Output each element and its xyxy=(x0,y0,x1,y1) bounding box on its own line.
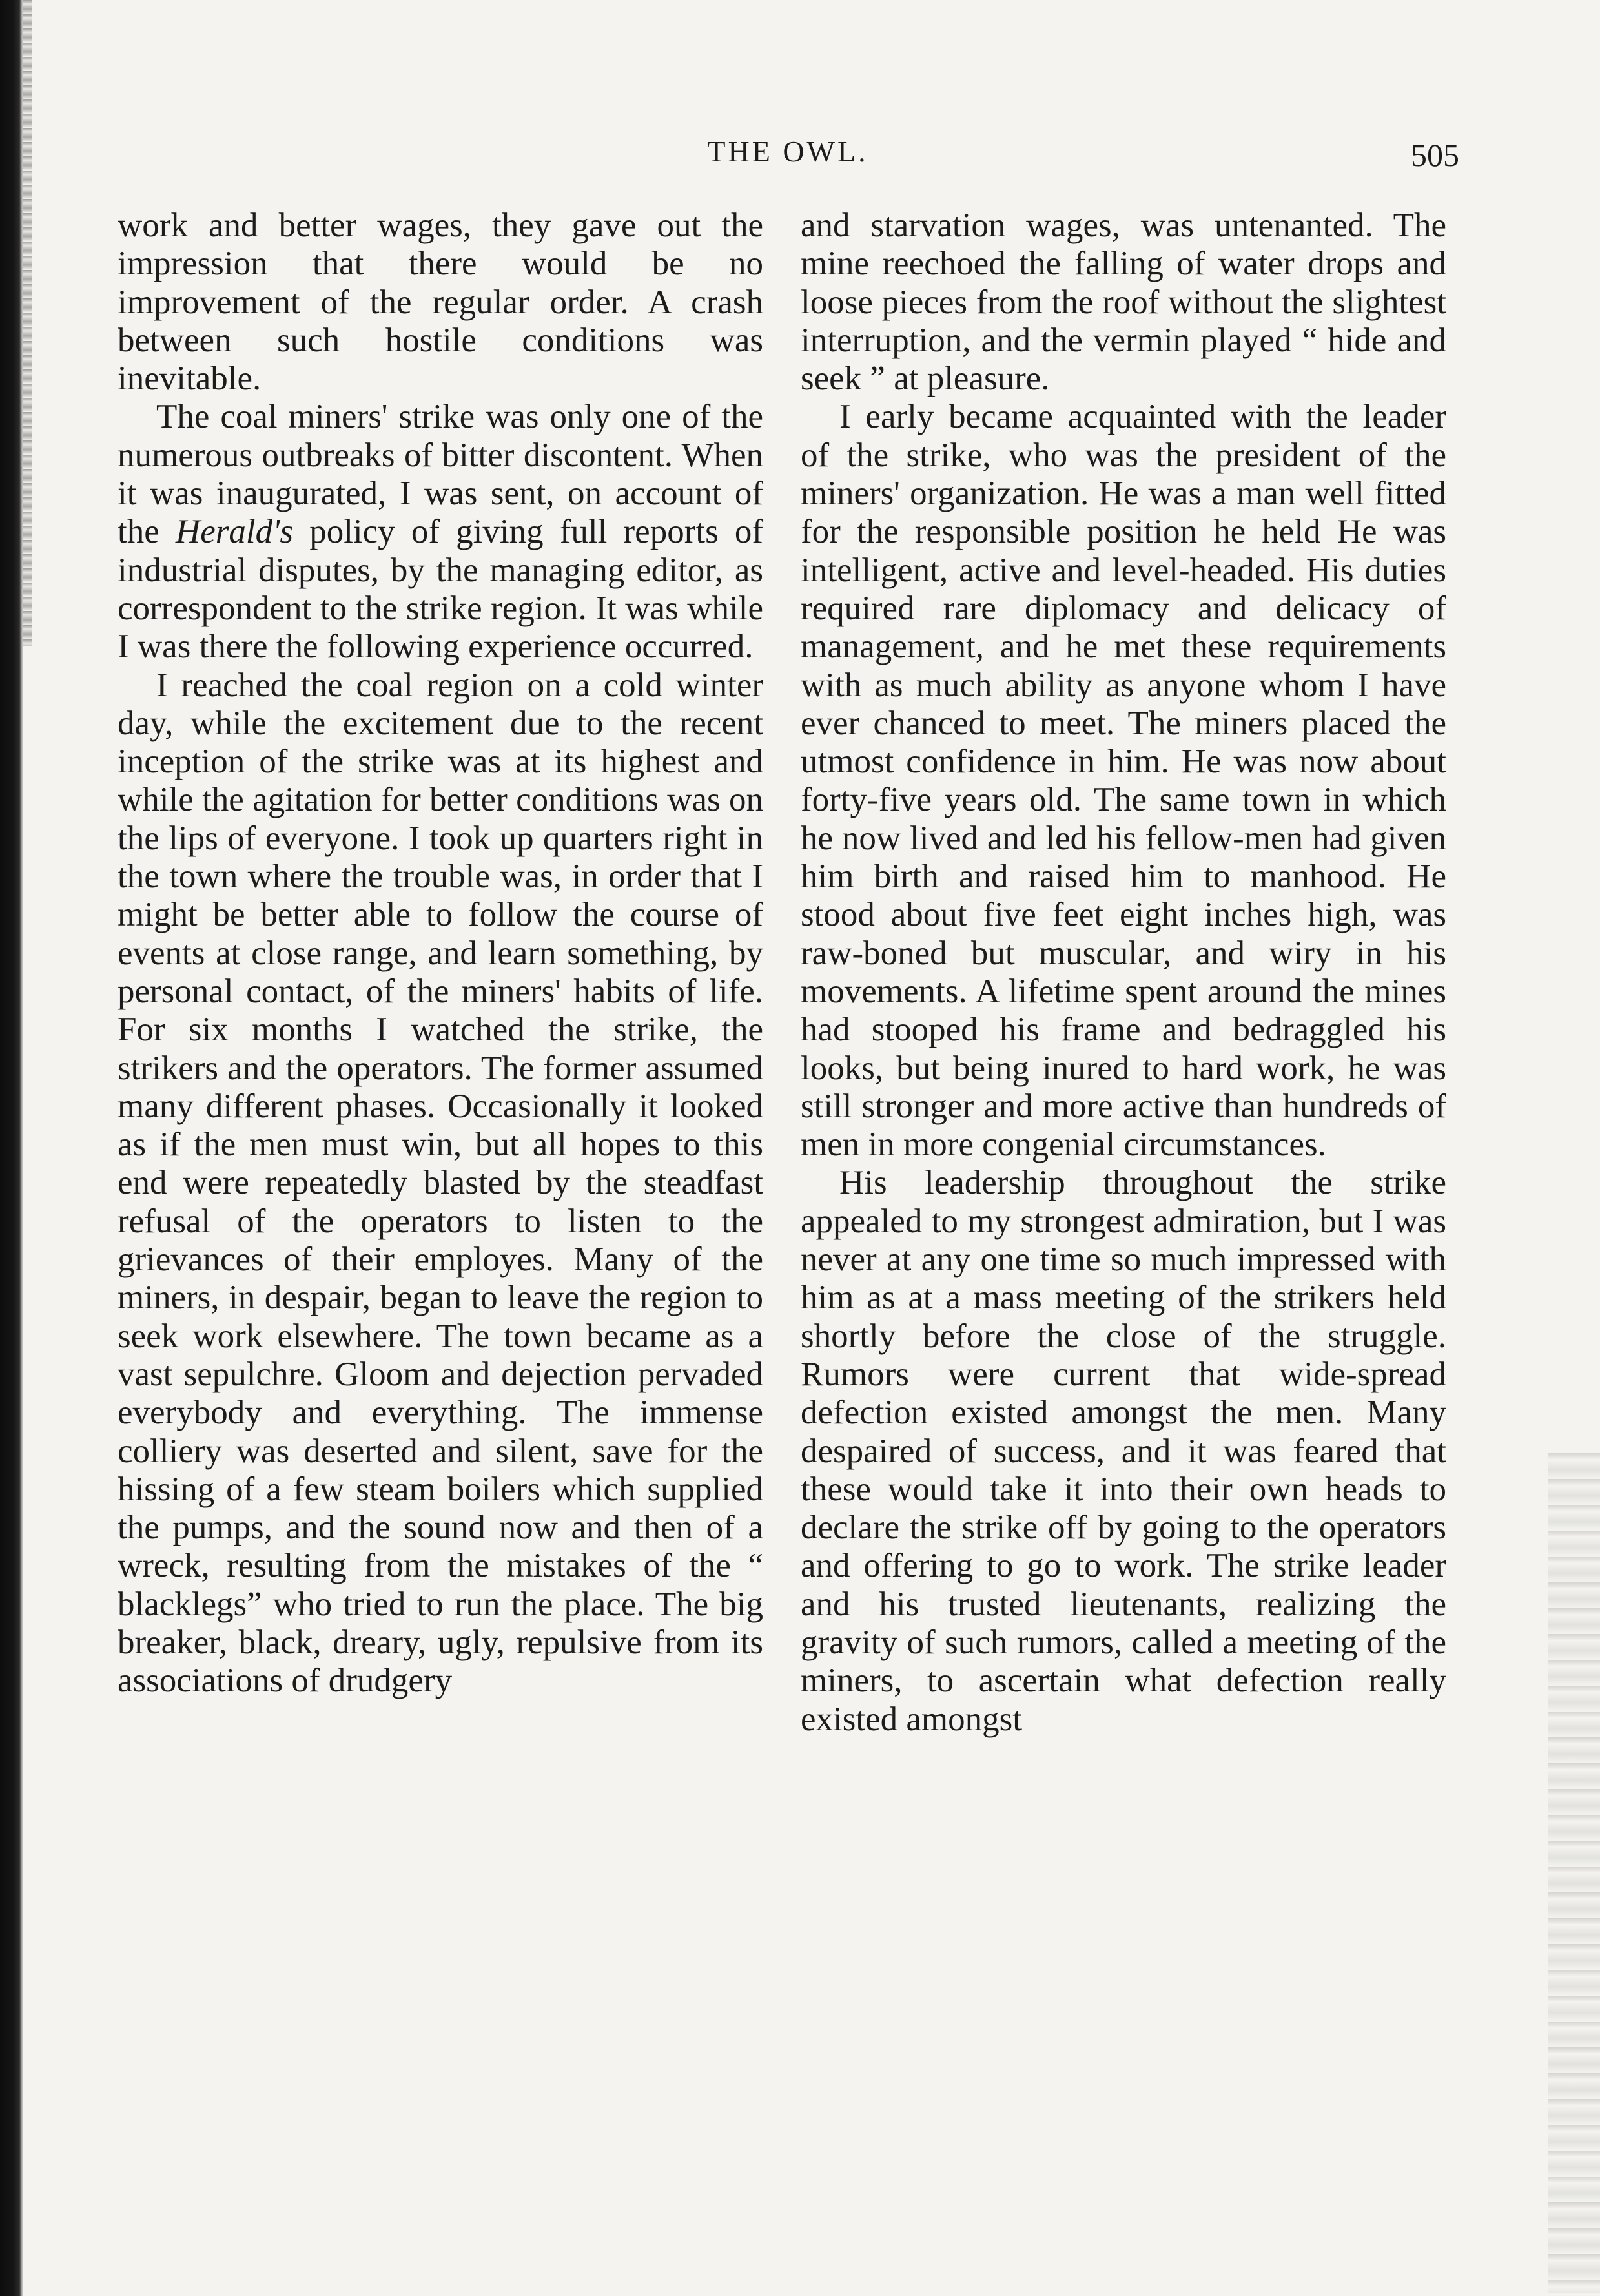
left-paragraph-2-text-a: The coal miners' strike was only one of the numerous outbreaks of bitter discontent. When it was inaugurated, I was sent, on account of the xyxy=(118,398,763,551)
page-header xyxy=(116,123,1459,181)
left-paragraph-1: work and better wages, they gave out the impression that there would be no improvement of the regular order. A crash between such hostile conditions was inevitable. xyxy=(118,207,763,398)
right-column xyxy=(801,207,1446,1739)
running-head: THE OWL. xyxy=(707,135,868,168)
right-paragraph-2: I early became acquainted with the leader of the strike, who was the president of the miners' organization. He was a man well fitted for the responsible position he held He was intelligent, active and level-headed. His duties required rare diplomacy and delicacy of management, and he met these requirements with as much ability as anyone whom I have ever chanced to meet. The miners placed the utmost confidence in him. He was now about forty-five years old. The same town in which he now lived and led his fellow-men had given him birth and raised him to manhood. He stood about five feet eight inches high, was raw-boned but muscular, and wiry in his movements. A lifetime spent around the mines had stooped his frame and bedraggled his looks, but being inured to hard work, he was still stronger and more active than hundreds of men in more congenial circumstances. xyxy=(801,398,1446,1164)
left-paragraph-2-text-b: policy of giving full reports of industrial disputes, by the managing editor, as correspondent to the strike region. It was while I was there the following experience occurred. xyxy=(118,513,764,666)
right-paragraph-3: His leadership throughout the strike appealed to my strongest admiration, but I was never at any one time so much impressed with him as at a mass meeting of the strikers held shortly before the close of the struggle. Rumors were current that wide-spread defection existed amongst the men. Many despaired of success, and it was feared that these would take it into their own heads to declare the strike off by going to the operators and offering to go to work. The strike leader and his trusted lieutenants, realizing the gravity of such rumors, called a meeting of the miners, to ascertain what defection really existed amongst xyxy=(801,1164,1446,1738)
binding-edge xyxy=(0,0,23,2296)
herald-italic: Herald's xyxy=(175,513,294,551)
left-paragraph-2 xyxy=(118,398,763,666)
right-paragraph-1: and starvation wages, was untenanted. The mine reechoed the falling of water drops and loose pieces from the roof without the slightest interruption, and the vermin played “ hide and seek ” at pleasure. xyxy=(801,207,1446,398)
binding-speckle xyxy=(23,0,32,646)
left-paragraph-3: I reached the coal region on a cold winter day, while the excitement due to the recent inception of the strike was at its highest and while the agitation for better conditions was on the lips of everyone. I took up quarters right in the town where the trouble was, in order that I might be better able to follow the course of events at close range, and learn something, by personal contact, of the miners' habits of life. For six months I watched the strike, the strikers and the operators. The former assumed many different phases. Occasionally it looked as if the men must win, but all hopes to this end were repeatedly blasted by the steadfast refusal of the operators to listen to the grievances of their employes. Many of the miners, in despair, began to leave the region to seek work elsewhere. The town became as a vast sepulchre. Gloom and dejection pervaded everybody and everything. The immense colliery was deserted and silent, save for the hissing of a few steam boilers which supplied the pumps, and the sound now and then of a wreck, resulting from the mistakes of the “ blacklegs” who tried to run the place. The big breaker, black, dreary, ugly, repulsive from its associations of drudgery xyxy=(118,666,763,1700)
page-number: 505 xyxy=(1411,137,1459,173)
scan-dust xyxy=(1548,1453,1600,2293)
left-column xyxy=(118,207,763,1701)
